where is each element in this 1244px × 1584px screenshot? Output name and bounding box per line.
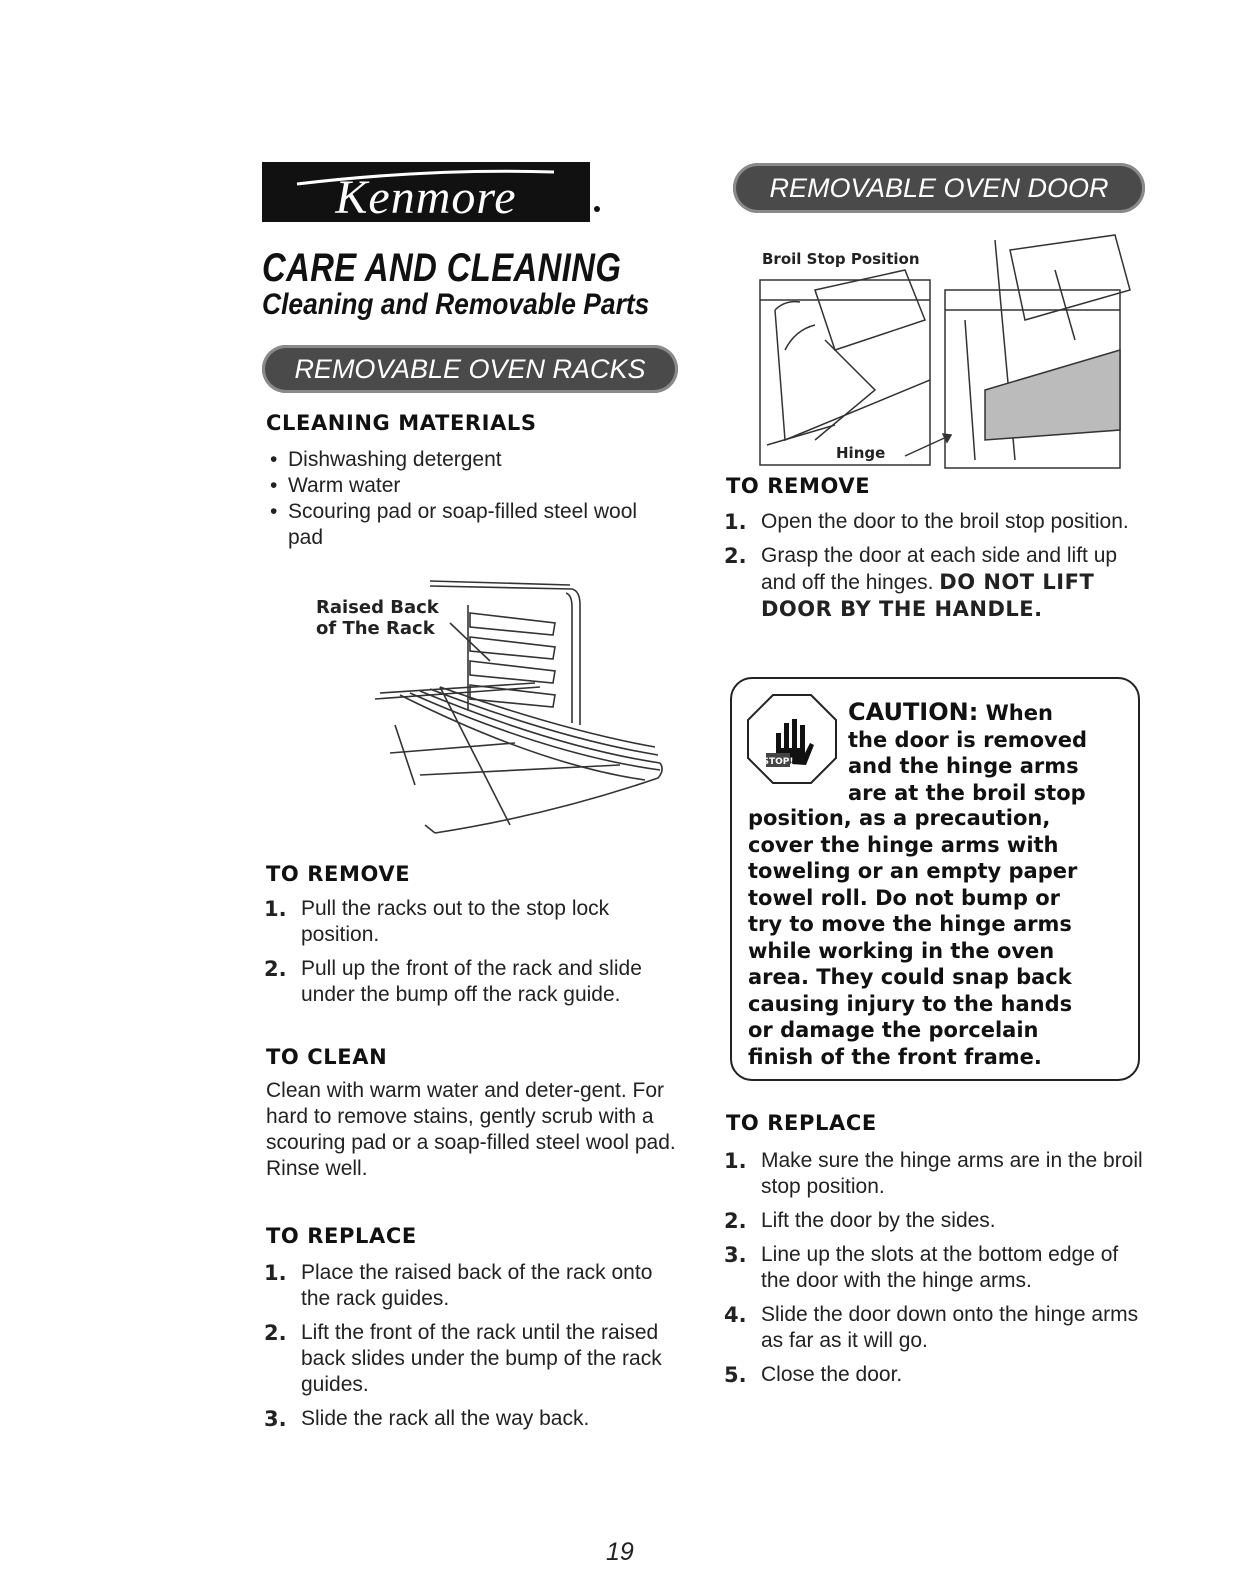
hinge-label: Hinge — [836, 444, 886, 462]
caution-line: cover the hinge arms with — [748, 832, 1059, 857]
step-text: Pull up the front of the rack and slide under the bump off the rack guide. — [301, 957, 642, 1006]
step-text: Make sure the hinge arms are in the broil stop position. — [761, 1149, 1143, 1198]
caution-line: When — [985, 701, 1053, 725]
list-item — [264, 896, 674, 948]
oven-door-illustration — [755, 230, 1135, 470]
list-item: • Scouring pad or soap-filled steel wool pad — [266, 499, 666, 551]
page-number: 19 — [606, 1538, 634, 1566]
caution-line: causing injury to the hands — [748, 991, 1073, 1016]
list-item: • Warm water — [266, 473, 666, 499]
step-text: Close the door. — [761, 1363, 903, 1386]
oven-rack-illustration — [340, 575, 670, 840]
caution-line: or damage the porcelain — [748, 1018, 1039, 1042]
left-replace-heading: TO REPLACE — [266, 1224, 417, 1248]
left-remove-steps — [264, 896, 674, 1016]
caution-line: and the hinge arms — [848, 754, 1079, 778]
rack-label-line1: Raised Back — [316, 597, 439, 618]
list-item: • Dishwashing detergent — [266, 447, 666, 473]
page-subtitle: Cleaning and Removable Parts — [262, 288, 650, 321]
step-number: 1. — [724, 510, 747, 534]
step-text: Slide the door down onto the hinge arms as far as it will go. — [761, 1303, 1139, 1352]
list-item — [264, 1260, 674, 1312]
right-remove-steps — [724, 509, 1134, 631]
step-number: 2. — [264, 957, 287, 981]
list-item — [264, 1406, 674, 1432]
rack-label-line2: of The Rack — [316, 618, 435, 639]
caution-line: area. They could snap back — [748, 965, 1072, 989]
caution-lines-beside-icon — [848, 699, 1138, 806]
step-number: 3. — [264, 1407, 287, 1431]
step-number: 1. — [264, 897, 287, 921]
caution-line: toweling or an empty paper — [748, 859, 1078, 883]
left-clean-heading: TO CLEAN — [266, 1045, 388, 1069]
step-number: 1. — [264, 1261, 287, 1285]
caution-line: while working in the oven — [748, 938, 1055, 963]
step-number: 4. — [724, 1303, 747, 1327]
step-text: Pull the racks out to the stop lock position. — [301, 897, 610, 946]
right-replace-steps — [724, 1148, 1144, 1396]
step-text: Slide the rack all the way back. — [301, 1407, 590, 1430]
list-item — [724, 1148, 1144, 1200]
step-number: 2. — [264, 1321, 287, 1345]
caution-line: towel roll. Do not bump or — [748, 885, 1060, 910]
left-remove-heading: TO REMOVE — [266, 862, 411, 886]
left-clean-text: Clean with warm water and deter-gent. For hard to remove stains, gently scrub with a scouring pad or a soap-filled steel wool pad. Rinse well. — [266, 1079, 676, 1180]
caution-line: the door is removed — [848, 727, 1087, 752]
caution-line: try to move the hinge arms — [748, 912, 1072, 936]
logo-registered-dot — [594, 206, 600, 212]
stop-icon-text: STOP! — [762, 757, 794, 767]
caution-box — [730, 677, 1140, 1081]
kenmore-logo — [262, 162, 590, 222]
step-number: 1. — [724, 1149, 747, 1173]
step-text: Lift the door by the sides. — [761, 1209, 996, 1232]
list-item — [724, 1362, 1144, 1388]
section-banner-racks: REMOVABLE OVEN RACKS — [262, 345, 678, 393]
list-item — [724, 1242, 1144, 1294]
step-number: 5. — [724, 1363, 747, 1387]
list-item — [264, 956, 674, 1008]
list-item — [724, 1302, 1144, 1354]
caution-label: CAUTION: — [848, 698, 979, 726]
list-item — [724, 509, 1134, 535]
logo-swoosh-icon — [292, 166, 562, 186]
cleaning-materials-heading: CLEANING MATERIALS — [266, 411, 537, 435]
list-item — [724, 543, 1134, 623]
list-item — [264, 1320, 674, 1398]
brand-name: Kenmore — [335, 170, 517, 222]
caution-line: are at the broil stop — [848, 780, 1086, 805]
step-number: 2. — [724, 1209, 747, 1233]
caution-lines-full — [748, 805, 1133, 1070]
page-title: CARE AND CLEANING — [262, 246, 622, 290]
step-text: Open the door to the broil stop position. — [761, 510, 1129, 533]
step-number: 3. — [724, 1243, 747, 1267]
step-text: Lift the front of the rack until the raised back slides under the bump of the rack guides. — [301, 1321, 662, 1396]
list-item — [724, 1208, 1144, 1234]
step-text: Line up the slots at the bottom edge of the door with the hinge arms. — [761, 1243, 1119, 1292]
left-replace-steps — [264, 1260, 674, 1440]
right-replace-heading: TO REPLACE — [726, 1111, 877, 1135]
right-remove-heading: TO REMOVE — [726, 474, 871, 498]
step-text: Grasp the door at each side and lift up and off the hinges. — [761, 544, 1118, 594]
caution-line: finish of the front frame. — [748, 1044, 1042, 1069]
stop-hand-icon — [746, 693, 838, 785]
caution-line: position, as a precaution, — [748, 806, 1051, 830]
step-number: 2. — [724, 544, 747, 568]
cleaning-materials-list — [266, 447, 666, 551]
step-text: Place the raised back of the rack onto the rack guides. — [301, 1261, 653, 1310]
step-warning: DO NOT LIFT DOOR BY THE HANDLE. — [761, 570, 1095, 621]
section-banner-door: REMOVABLE OVEN DOOR — [733, 163, 1145, 213]
broil-stop-label: Broil Stop Position — [762, 250, 920, 268]
